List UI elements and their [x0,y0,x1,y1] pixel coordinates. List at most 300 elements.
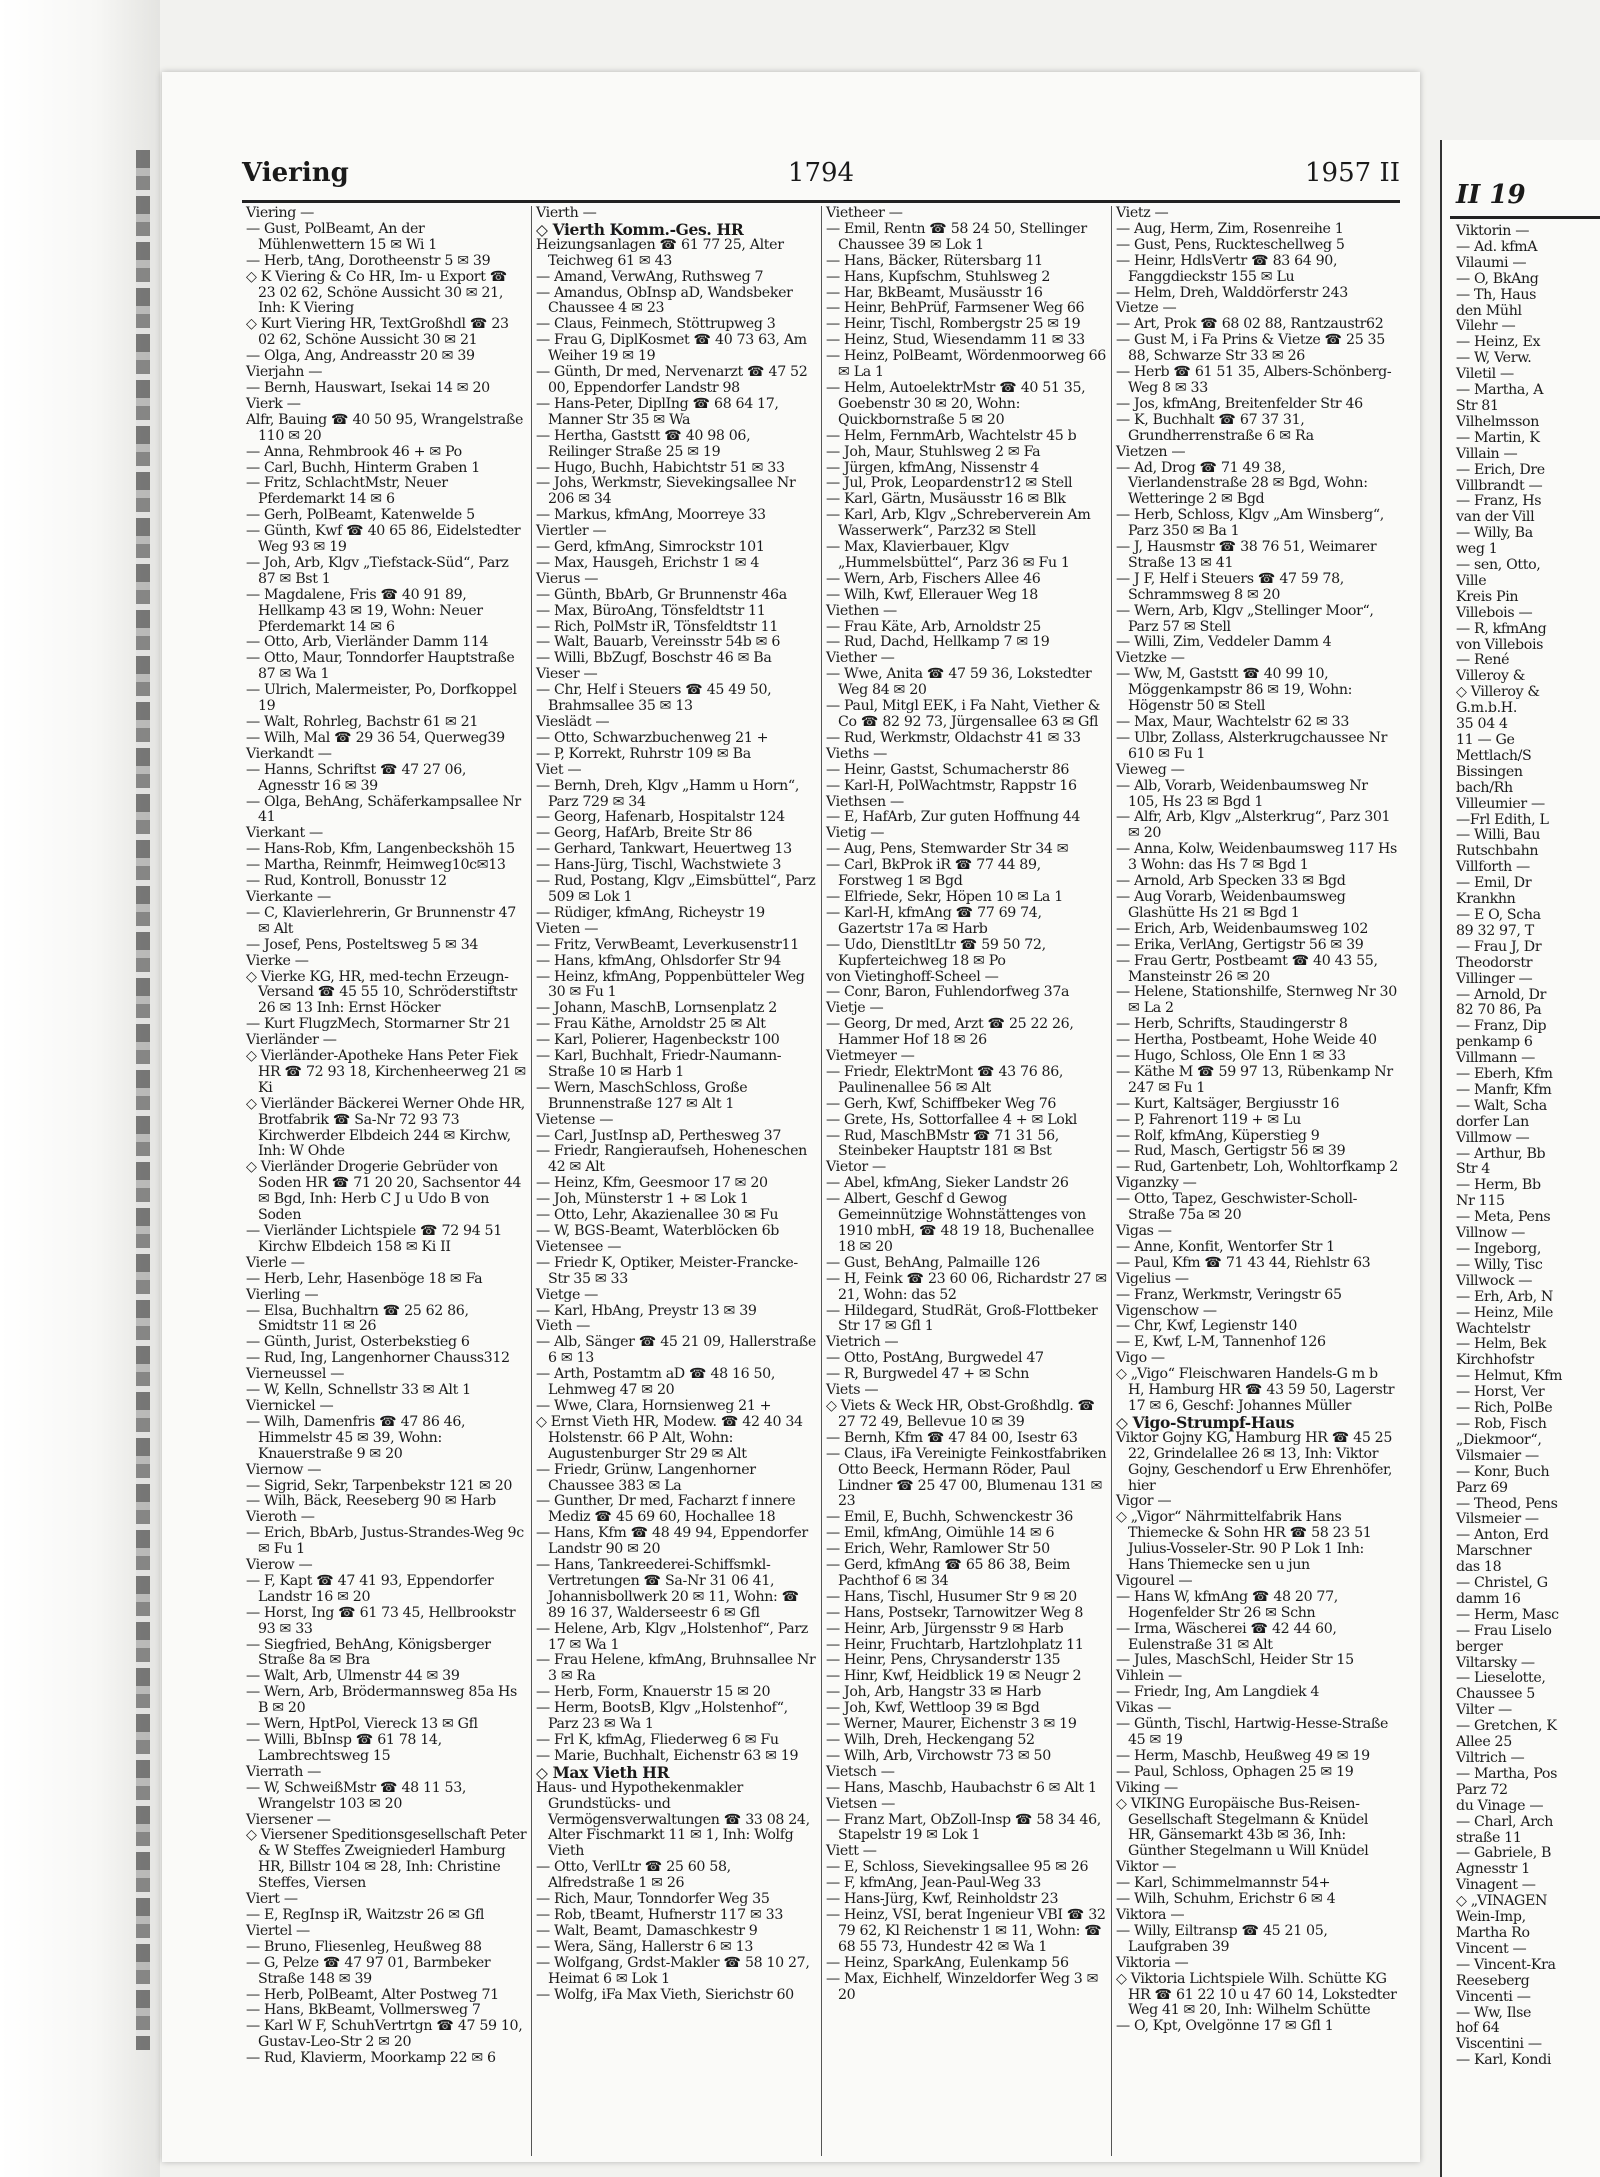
surname-heading: Vierke — [246,952,309,969]
directory-entry: — Fritz, SchlachtMstr, Neuer Pferdemarkt 14 ✉ 6 [246,475,448,508]
next-page-line: Agnesstr 1 [1456,1861,1530,1878]
directory-entry: — G, Pelze ☎ 47 97 01, Barmbeker Straße 148 ✉ 39 [246,1954,491,1987]
directory-entry: — Otto, VerlLtr ☎ 25 60 58, Alfredstraße 1 ✉ 26 [536,1859,731,1892]
next-page-line: — Franz, Hs [1456,493,1542,510]
directory-entry: — W, BGS-Beamt, Waterblöcken 6b [536,1223,780,1239]
next-page-line: du Vinage — [1456,1797,1544,1814]
directory-entry: — Hans, Kfm ☎ 48 49 94, Eppendorfer Landstr 90 ✉ 20 [536,1525,808,1558]
next-page-line: van der Vill [1456,509,1535,526]
directory-entry: — Jul, Prok, Leopardenstr12 ✉ Stell [826,475,1073,492]
directory-entry: — Franz, Werkmstr, Veringstr 65 [1116,1286,1342,1303]
directory-entry: — E, Schloss, Sievekingsallee 95 ✉ 26 [826,1859,1089,1876]
surname-heading: Vierus — [536,570,599,587]
next-page-line: — Franz, Dip [1456,1018,1547,1035]
directory-entry: — Willi, Zim, Veddeler Damm 4 [1116,634,1332,651]
column-1 [242,206,532,2156]
surname-heading: Vietze — [1116,300,1177,317]
next-page-line: Parz 69 [1456,1479,1508,1496]
directory-entry: — Frau Helene, kfmAng, Bruhnsallee Nr 3 ✉ Ra [536,1652,816,1685]
directory-entry: — Gust, Pens, Ruckteschellweg 5 [1116,236,1345,253]
directory-entry: — Wwe, Anita ☎ 47 59 36, Lokstedter Weg 84 ✉ 20 [826,666,1092,699]
surname-heading: Vierjahn — [246,364,323,381]
directory-entry: ◇ K Viering & Co HR, Im- u Export ☎ 23 02 62, Schöne Aussicht 30 ✉ 21, Inh: K Viering [246,268,508,317]
directory-entry: — Wern, MaschSchloss, Große Brunnenstraße 127 ✉ Alt 1 [536,1079,748,1112]
directory-entry: — Rolf, kfmAng, Küperstieg 9 [1116,1127,1320,1144]
directory-entry: — Max, Klavierbauer, Klgv „Hummelsbüttel“, Parz 36 ✉ Fu 1 [826,539,1070,571]
next-page-line: Viletil — [1456,366,1514,383]
surname-heading: Vierle — [246,1254,305,1271]
directory-entry: — Rob, tBeamt, Hufnerstr 117 ✉ 33 [536,1906,784,1923]
next-page-line: Villbrandt — [1456,477,1543,494]
directory-entry: — K, Buchhalt ☎ 67 37 31, Grundherrenstraße 6 ✉ Ra [1116,411,1314,444]
directory-entry: — W, Kelln, Schnellstr 33 ✉ Alt 1 [246,1382,471,1399]
surname-heading: Vietge — [536,1286,599,1303]
directory-entry: — Abel, kfmAng, Sieker Landstr 26 [826,1175,1069,1192]
next-page-line: Villmow — [1456,1129,1530,1146]
next-page-line: — Ww, Ilse [1456,2004,1532,2021]
directory-entry: — Emil, Rentn ☎ 58 24 50, Stellinger Chaussee 39 ✉ Lok 1 [826,220,1087,253]
directory-entry: — Chr, Kwf, Legienstr 140 [1116,1318,1298,1335]
directory-entry: — Wern, Arb, Fischers Allee 46 [826,570,1041,587]
directory-entry: — Erich, Arb, Weidenbaumsweg 102 [1116,920,1369,937]
directory-entry: — Wern, Arb, Brödermannsweg 85a Hs B ✉ 20 [246,1684,517,1717]
directory-entry: — Karl, Schimmelmannstr 54+ [1116,1875,1331,1892]
surname-heading: Vierow — [246,1557,313,1574]
next-page-line: 35 04 4 [1456,716,1508,733]
directory-entry: — Heinz, Stud, Wiesendamm 11 ✉ 33 [826,332,1085,349]
directory-entry: — Elfriede, Sekr, Höpen 10 ✉ La 1 [826,888,1063,905]
next-page-line: Chaussee 5 [1456,1686,1535,1703]
surname-heading: Vigelius — [1116,1270,1189,1287]
directory-entry: — Alb, Vorarb, Weidenbaumsweg Nr 105, Hs 23 ✉ Bgd 1 [1116,777,1368,810]
directory-entry: — Joh, Arb, Klgv „Tiefstack-Süd“, Parz 87 ✉ Bst 1 [246,554,509,587]
directory-entry: — Hans, Tischl, Husumer Str 9 ✉ 20 [826,1588,1077,1605]
next-page-line: — Frau J, Dr [1456,938,1542,955]
directory-entry: — Conr, Baron, Fuhlendorfweg 37a [826,984,1070,1001]
directory-entry: — Heinr, Fruchtarb, Hartzlohplatz 11 [826,1636,1084,1653]
directory-entry: ◇ VIKING Europäische Bus-Reisen-Gesellschaft Stegelmann & Knüdel HR, Gänsemarkt 43b ✉ 36, Inh: Günther Stegelmann u Will Knüdel [1116,1795,1369,1860]
directory-entry: — Gerh, Kwf, Schiffbeker Weg 76 [826,1095,1057,1112]
directory-entry: — Günth, Dr med, Nervenarzt ☎ 47 52 00, Eppendorfer Landstr 98 [536,364,808,396]
directory-entry: — Friedr, ElektrMont ☎ 43 76 86, Paulinenallee 56 ✉ Alt [826,1063,1064,1096]
surname-heading: Vietensee — [536,1238,622,1255]
directory-entry: ◇ Viets & Weck HR, Obst-Großhdlg. ☎ 27 72 49, Bellevue 10 ✉ 39 [826,1397,1095,1430]
next-page-line: Kreis Pin [1456,588,1519,605]
surname-heading: Viktora — [1116,1906,1185,1923]
directory-entry: — Rich, PolMstr iR, Tönsfeldtstr 11 [536,618,779,635]
directory-entry: — Rud, Masch, Gertigstr 56 ✉ 39 [1116,1143,1346,1160]
directory-entry: — Karl, Polierer, Hagenbeckstr 100 [536,1032,780,1049]
surname-heading: Vierrath — [246,1763,321,1780]
surname-heading: Vietje — [826,1000,884,1017]
directory-entry: — F, kfmAng, Jean-Paul-Weg 33 [826,1875,1041,1892]
directory-entry: ◇ Viktoria Lichtspiele Wilh. Schütte KG HR ☎ 61 22 10 u 47 60 14, Lokstedter Weg 41 ✉ 20, Inh: Wilhelm Schütte [1116,1970,1397,2019]
directory-entry: — Helm, FernmArb, Wachtelstr 45 b [826,427,1077,444]
next-page-line: — Heinz, Mile [1456,1304,1554,1321]
next-page-line: 11 — Ge [1456,732,1515,748]
directory-entry: — Har, BkBeamt, Musäusstr 16 [826,284,1043,301]
directory-entry: — Otto, Tapez, Geschwister-Scholl-Straße 75a ✉ 20 [1116,1191,1358,1224]
directory-entry: — Paul, Mitgl EEK, i Fa Naht, Viether & Co ☎ 82 92 73, Jürgensallee 63 ✉ Gfl [826,698,1101,730]
surname-heading: von Vietinghoff-Scheel — [826,968,999,985]
directory-entry: — Erich, BbArb, Justus-Strandes-Weg 9c ✉ Fu 1 [246,1525,524,1558]
directory-entry: — Heinz, SparkAng, Eulenkamp 56 [826,1954,1069,1971]
next-page-line: — Lieselotte, [1456,1670,1546,1687]
directory-entry: — Claus, iFa Vereinigte Feinkostfabriken Otto Beeck, Hermann Röder, Paul Lindner ☎ 25 47 00, Blumenau 131 ✉ 23 [826,1445,1107,1510]
directory-entry: — Frau G, DiplKosmet ☎ 40 73 63, Am Weiher 19 ✉ 19 [536,332,807,365]
next-page-line: — Gretchen, K [1456,1718,1557,1735]
next-page-line: — Christel, G [1456,1575,1548,1592]
directory-entry: — Martha, Reinmfr, Heimweg10c✉13 [246,857,506,874]
next-page-line: — Theod, Pens [1456,1495,1558,1512]
directory-entry: — Rud, Kontroll, Bonusstr 12 [246,873,447,890]
next-page-line: — Helm, Bek [1456,1336,1547,1353]
next-page-line: — Ingeborg, [1456,1241,1542,1257]
next-page-line: Villeumier — [1456,795,1545,812]
directory-entry: — Max, BüroAng, Tönsfeldtstr 11 [536,602,766,619]
directory-entry: ◇ Vierländer-Apotheke Hans Peter Fiek HR ☎ 72 93 18, Kirchenheerweg 21 ✉ Ki [246,1048,526,1096]
directory-entry: — Jürgen, kfmAng, Nissenstr 4 [826,459,1039,476]
directory-entry: — Günth, BbArb, Gr Brunnenstr 46a [536,586,787,603]
next-page-line: Mettlach/S [1456,747,1532,764]
directory-entry: — Amand, VerwAng, Ruthsweg 7 [536,268,764,285]
directory-entry: — Heinz, PolBeamt, Wördenmoorweg 66 ✉ La 1 [826,348,1106,381]
directory-entry: — Rud, Klavierm, Moorkamp 22 ✉ 6 [246,2050,496,2067]
directory-entry: — Hans-Rob, Kfm, Langenbeckshöh 15 [246,841,515,858]
directory-entry: — Rud, Postang, Klgv „Eimsbüttel“, Parz 509 ✉ Lok 1 [536,873,816,905]
next-page-line: — Gabriele, B [1456,1845,1552,1862]
directory-entry: — Hertha, Gaststt ☎ 40 98 06, Reilinger Straße 25 ✉ 19 [536,427,751,460]
directory-entry: — F, Kapt ☎ 47 41 93, Eppendorfer Landstr 16 ✉ 20 [246,1572,494,1605]
directory-entry: — Vierländer Lichtspiele ☎ 72 94 51 Kirchw Elbdeich 158 ✉ Ki II [246,1223,502,1255]
next-page-line: Viltrich — [1456,1750,1525,1766]
surname-heading: Vietzen — [1116,443,1186,460]
next-page-column [1456,224,1600,2069]
directory-entry: — Carl, BkProk iR ☎ 77 44 89, Forstweg 1 ✉ Bgd [826,857,1041,890]
next-page-line: — Martin, K [1456,429,1540,446]
directory-entry: — Friedr, Grünw, Langenhorner Chaussee 383 ✉ La [536,1461,756,1494]
next-page-line: straße 11 [1456,1829,1522,1846]
directory-entry: — Chr, Helf i Steuers ☎ 45 49 50, Brahmsallee 35 ✉ 13 [536,682,772,715]
next-page-line: — Erich, Dre [1456,461,1545,478]
directory-entry: — Paul, Schloss, Ophagen 25 ✉ 19 [1116,1763,1354,1780]
next-page-line: Rutschbahn [1456,843,1539,860]
directory-entry: — Heinr, HdlsVertr ☎ 83 64 90, Fanggdieckstr 155 ✉ Lu [1116,252,1338,285]
directory-entry: — Günth, Tischl, Hartwig-Hesse-Straße 45 ✉ 19 [1116,1716,1389,1748]
directory-entry: — Rud, Gartenbetr, Loh, Wohltorfkamp 2 [1116,1159,1398,1176]
next-page-line: Villmann — [1456,1050,1535,1067]
directory-entry: — Heinz, Kfm, Geesmoor 17 ✉ 20 [536,1175,768,1192]
surname-heading: Vieser — [536,666,598,683]
directory-entry: — Hinr, Kwf, Heidblick 19 ✉ Neugr 2 [826,1668,1082,1685]
next-page-line: — Arthur, Bb [1456,1145,1546,1162]
directory-entry: — Max, Eichhelf, Winzeldorfer Weg 3 ✉ 20 [826,1970,1099,2003]
directory-entry: — Hugo, Buchh, Habichtstr 51 ✉ 33 [536,459,785,476]
directory-entry: — Aug, Pens, Stemwarder Str 34 ✉ [826,841,1069,858]
directory-entry: ◇ Kurt Viering HR, TextGroßhdl ☎ 23 02 62, Schöne Aussicht 30 ✉ 21 [246,316,509,349]
directory-entry: ◇ Vierke KG, HR, med-techn Erzeugn-Versand ☎ 45 55 10, Schröderstiftstr 26 ✉ 13 Inh: Ernst Höcker [246,968,517,1017]
surname-heading: Viktoria — [1116,1954,1189,1971]
directory-entry: — Walt, Arb, Ulmenstr 44 ✉ 39 [246,1668,460,1685]
directory-entry: — J, Hausmstr ☎ 38 76 51, Weimarer Straße 13 ✉ 41 [1116,539,1377,571]
surname-heading: Vigas — [1116,1223,1172,1239]
directory-entry: — Georg, Dr med, Arzt ☎ 25 22 26, Hammer Hof 18 ✉ 26 [826,1016,1074,1049]
directory-entry: — Frau Käte, Arb, Arnoldstr 25 [826,618,1041,635]
directory-entry: — Günth, Jurist, Osterbekstieg 6 [246,1334,470,1351]
directory-entry: — Joh, Arb, Hangstr 33 ✉ Harb [826,1684,1042,1701]
directory-entry: — Hans, BkBeamt, Vollmersweg 7 [246,2002,481,2019]
next-page-line: Kirchhofstr [1456,1352,1534,1369]
directory-entry: — Ulbr, Zollass, Alsterkrugchaussee Nr 610 ✉ Fu 1 [1116,729,1388,762]
directory-entry: — Hanns, Schriftst ☎ 47 27 06, Agnesstr 16 ✉ 39 [246,761,467,794]
surname-heading: Vieth — [536,1318,591,1335]
directory-entry: — Claus, Feinmech, Stöttrupweg 3 [536,316,776,333]
directory-entry: — Erich, Wehr, Ramlower Str 50 [826,1541,1050,1558]
directory-entry: — Friedr, Ing, Am Langdiek 4 [1116,1684,1320,1701]
directory-entry: — Wwe, Clara, Hornsienweg 21 + [536,1397,772,1414]
directory-entry: — Herb, PolBeamt, Alter Postweg 71 [246,1986,499,2003]
next-page-line: —Frl Edith, L [1456,811,1549,828]
surname-heading: Viganzky — [1116,1175,1197,1192]
next-page-line: — Charl, Arch [1456,1813,1554,1830]
directory-entry: — Josef, Pens, Posteltsweg 5 ✉ 34 [246,936,479,953]
next-page-line: — Rich, PolBe [1456,1400,1553,1417]
next-page-line: — Anton, Erd [1456,1527,1549,1544]
directory-entry: — Elsa, Buchhaltrn ☎ 25 62 86, Smidtstr 11 ✉ 26 [246,1302,469,1335]
directory-entry: — Paul, Kfm ☎ 71 43 44, Riehlstr 63 [1116,1254,1371,1271]
next-page-line: Villnow — [1456,1225,1525,1242]
directory-entry: — Emil, kfmAng, Oimühle 14 ✉ 6 [826,1525,1055,1542]
next-page-line: — Rob, Fisch [1456,1415,1547,1432]
directory-entry: ◇ Max Vieth HR [536,1762,670,1782]
next-page-line: Villwock — [1456,1272,1533,1289]
year-part: 1957 II [1305,158,1400,188]
directory-entry: — Heinr, Arb, Jürgensstr 9 ✉ Harb [826,1620,1064,1637]
page-number: 1794 [787,158,855,188]
column-4 [1112,206,1402,2156]
next-page-line: — Th, Haus [1456,286,1537,303]
directory-entry: — Herb, Schrifts, Staudingerstr 8 [1116,1016,1348,1033]
directory-entry: — Bernh, Dreh, Klgv „Hamm u Horn“, Parz 729 ✉ 34 [536,777,799,810]
directory-entry: — Karl, HbAng, Preystr 13 ✉ 39 [536,1302,757,1319]
directory-entry: — Käthe M ☎ 59 97 13, Rübenkamp Nr 247 ✉ Fu 1 [1116,1063,1393,1096]
directory-entry: — Olga, BehAng, Schäferkampsallee Nr 41 [246,793,521,826]
surname-heading: Vietrich — [826,1334,899,1351]
next-page-line: Viltarsky — [1456,1654,1535,1671]
next-page-line: Vilehr — [1456,318,1516,335]
directory-entry: — Heinr, Tischl, Rombergstr 25 ✉ 19 [826,316,1081,333]
directory-entry: — Rud, Ing, Langenhorner Chauss312 [246,1350,510,1367]
next-page-line: Villain — [1456,445,1518,462]
directory-entry: — E, RegInsp iR, Waitzstr 26 ✉ Gfl [246,1906,485,1923]
surname-heading: Vierkant — [246,825,323,842]
next-page-line: — W, Verw. [1456,350,1532,367]
surname-heading: Viertel — [246,1922,310,1939]
directory-entry: — Karl, Gärtn, Musäusstr 16 ✉ Blk [826,491,1066,508]
directory-entry: — Heinr, Pens, Chrysanderstr 135 [826,1652,1061,1669]
binding-edge [136,150,150,2050]
next-page-line: — O, BkAng [1456,270,1539,287]
next-page-line: — Eberh, Kfm [1456,1066,1553,1083]
directory-entry: — Udo, DienstltLtr ☎ 59 50 72, Kupferteichweg 18 ✉ Po [826,936,1046,969]
page-header [242,158,1400,192]
directory-entry: — Willi, BbZugf, Boschstr 46 ✉ Ba [536,650,772,667]
directory-entry: — Gust, PolBeamt, An der Mühlenwettern 15 ✉ Wi 1 [246,220,437,253]
next-page-line: Vinagent — [1456,1877,1536,1894]
directory-entry: Viktor Gojny KG, Hamburg HR ☎ 45 25 22, Grindelallee 26 ✉ 13, Inh: Viktor Gojny, Geschendorf u Erw Ehrenhöfer, hier [1116,1429,1393,1494]
next-page-line: — Heinz, Ex [1456,334,1541,351]
surname-heading: Viering — [246,206,315,221]
next-page-line: — R, kfmAng [1456,620,1547,637]
directory-entry: — Gerd, kfmAng ☎ 65 86 38, Beim Pachthof 6 ✉ 34 [826,1557,1070,1589]
directory-entry: — R, Burgwedel 47 + ✉ Schn [826,1366,1030,1383]
surname-heading: Viertler — [536,523,607,540]
directory-entry: — Georg, HafArb, Breite Str 86 [536,825,753,842]
directory-entry: — Frl K, kfmAg, Fliederweg 6 ✉ Fu [536,1732,779,1748]
directory-entry: — Walt, Bauarb, Vereinsstr 54b ✉ 6 [536,634,781,651]
next-page-line: weg 1 [1456,541,1498,558]
next-page-line: — E O, Scha [1456,906,1541,923]
directory-entry: — Gerh, PolBeamt, Katenwelde 5 [246,507,475,524]
directory-entry: — Art, Prok ☎ 68 02 88, Rantzaustr62 [1116,316,1384,333]
directory-entry: ◇ „Vigo“ Fleischwaren Handels-G m b H, Hamburg HR ☎ 43 59 50, Lagerstr 17 ✉ 6, Geschf: Johannes Müller [1116,1366,1395,1414]
next-page-line: Str 81 [1456,397,1499,414]
directory-entry: — Gust, BehAng, Palmaille 126 [826,1254,1040,1271]
directory-entry: ◇ Vierth Komm.-Ges. HR [536,219,744,239]
surname-heading: Vietsch — [826,1763,895,1780]
surname-heading: Viet — [536,761,582,778]
directory-entry: — Werner, Maurer, Eichenstr 3 ✉ 19 [826,1716,1077,1733]
directory-entry: — Rüdiger, kfmAng, Richeystr 19 [536,904,765,921]
directory-entry: — Marie, Buchhalt, Eichenstr 63 ✉ 19 [536,1747,799,1764]
surname-heading: Vietzke — [1116,650,1185,667]
directory-entry: — Gerd, kfmAng, Simrockstr 101 [536,539,765,556]
column-3 [822,206,1112,2156]
directory-entry: — Herm, BootsB, Klgv „Holstenhof“, Parz 23 ✉ Wa 1 [536,1700,788,1733]
directory-entry: — Hans, kfmAng, Ohlsdorfer Str 94 [536,952,781,969]
next-page-line: Wachtelstr [1456,1320,1530,1337]
surname-heading: Vierling — [246,1286,319,1303]
surname-heading: Vigor — [1116,1493,1172,1510]
next-page-line: „Diekmoor“, [1456,1431,1542,1448]
directory-entry: — Herb, Schloss, Klgv „Am Winsberg“, Parz 350 ✉ Ba 1 [1116,507,1384,540]
next-page-line: Villinger — [1456,970,1533,987]
next-page-line: Villforth — [1456,859,1530,876]
directory-entry: — P, Korrekt, Ruhrstr 109 ✉ Ba [536,745,751,762]
directory-entry: — Jos, kfmAng, Breitenfelder Str 46 [1116,395,1363,412]
next-page-line: — Ad. kfmA [1456,238,1538,255]
directory-entry: — Frau Gertr, Postbeamt ☎ 40 43 55, Mansteinstr 26 ✉ 20 [1116,952,1378,985]
next-page-line: G.m.b.H. [1456,700,1517,717]
directory-entry: — Bernh, Kfm ☎ 47 84 00, Isestr 63 [826,1429,1078,1446]
directory-entry: — Heinr, Gastst, Schumacherstr 86 [826,761,1070,778]
next-page-line: Vilhelmsson [1456,413,1539,430]
directory-entry: — Kurt FlugzMech, Stormarner Str 21 [246,1016,511,1033]
next-page-line: hof 64 [1456,2020,1500,2037]
next-page-line: Vincent — [1456,1940,1527,1957]
surname-heading: Vierländer — [246,1032,337,1049]
next-page-line: — Konr, Buch [1456,1463,1550,1480]
directory-entry: — Wilh, Arb, Virchowstr 73 ✉ 50 [826,1747,1051,1764]
directory-entry: — Markus, kfmAng, Moorreye 33 [536,507,766,524]
directory-entry: — Gerhard, Tankwart, Heuertweg 13 [536,841,792,858]
next-page-edge [1440,140,1600,2177]
next-page-line: ◇ „VINAGEN [1456,1893,1548,1910]
surname-heading: Vietsen — [826,1795,895,1812]
surname-heading: Vihlein — [1116,1668,1182,1685]
directory-entry: — Arth, Postamtm aD ☎ 48 16 50, Lehmweg 47 ✉ 20 [536,1366,776,1399]
directory-entry: — Max, Maur, Wachtelstr 62 ✉ 33 [1116,714,1350,730]
directory-entry: — Rud, Dachd, Hellkamp 7 ✉ 19 [826,634,1050,651]
next-page-line: Martha Ro [1456,1924,1530,1941]
next-page-line: Bissingen [1456,763,1523,780]
directory-entry: — Joh, Maur, Stuhlsweg 2 ✉ Fa [826,443,1041,460]
directory-entry: — Johann, MaschB, Lornsenplatz 2 [536,1000,777,1017]
directory-entry: — Karl, Buchhalt, Friedr-Naumann-Straße 10 ✉ Harb 1 [536,1048,782,1080]
next-page-line: — Martha, Pos [1456,1765,1558,1782]
next-page-line: 82 70 86, Pa [1456,1002,1542,1019]
directory-entry: — Otto, Lehr, Akazienallee 30 ✉ Fu [536,1207,779,1224]
surname-heading: Vierk — [246,395,301,412]
next-page-header: II 19 [1456,180,1526,210]
directory-entry: — Hans, Bäcker, Rütersbarg 11 [826,252,1043,269]
directory-entry: — Karl-H, kfmAng ☎ 77 69 74, Gazertstr 17a ✉ Harb [826,904,1042,937]
surname-heading: Vietmeyer — [826,1048,915,1065]
next-page-line: — Willi, Bau [1456,827,1541,844]
next-page-line: Viktorin — [1456,223,1530,239]
surname-heading: Viersener — [246,1811,331,1828]
directory-entry: — Otto, PostAng, Burgwedel 47 [826,1350,1044,1367]
next-page-line: Vilaumi — [1456,254,1527,271]
directory-entry: — Johs, Werkmstr, Sievekingsallee Nr 206 ✉ 34 [536,475,796,508]
directory-entry: — Erika, VerlAng, Gertigstr 56 ✉ 39 [1116,936,1364,953]
directory-entry: — Joh, Münsterstr 1 + ✉ Lok 1 [536,1191,749,1208]
directory-entry: — Ww, M, Gaststt ☎ 40 99 10, Möggenkampstr 86 ✉ 19, Wohn: Högenstr 50 ✉ Stell [1116,666,1353,715]
directory-entry: — Hans, Maschb, Haubachstr 6 ✉ Alt 1 [826,1779,1097,1796]
directory-entry: — Heinz, VSI, berat Ingenieur VBI ☎ 32 79 62, Kl Reichenstr 1 ✉ 11, Wohn: ☎ 68 55 73, Hundestr 42 ✉ Wa 1 [826,1906,1106,1955]
next-page-line: Vilsmeier — [1456,1511,1539,1528]
directory-entry: — Wern, HptPol, Viereck 13 ✉ Gfl [246,1716,478,1733]
directory-entry: ◇ Vierländer Drogerie Gebrüder von Soden HR ☎ 71 20 20, Sachsentor 44 ✉ Bgd, Inh: Herb C J u Udo B von Soden [246,1159,522,1224]
directory-entry: — Aug, Herm, Zim, Rosenreihe 1 [1116,220,1344,237]
directory-entry: Alfr, Bauing ☎ 40 50 95, Wrangelstraße 110 ✉ 20 [246,411,524,444]
surname-heading: Vierkante — [246,888,331,905]
next-page-line: berger [1456,1638,1503,1655]
directory-entry: — Wilh, Damenfris ☎ 47 86 46, Himmelstr 45 ✉ 39, Wohn: Knauerstraße 9 ✉ 20 [246,1413,466,1462]
directory-entry: — Alb, Sänger ☎ 45 21 09, Hallerstraße 6 ✉ 13 [536,1334,816,1367]
directory-entry: — Hugo, Schloss, Ole Enn 1 ✉ 33 [1116,1048,1346,1065]
next-page-line: — Willy, Tisc [1456,1256,1543,1273]
next-page-line: — Manfr, Kfm [1456,1081,1552,1098]
directory-entry: — Carl, Buchh, Hinterm Graben 1 [246,459,480,476]
directory-entry: — Herb, tAng, Dorotheenstr 5 ✉ 39 [246,252,491,269]
surname-heading: Viether — [826,650,895,667]
next-page-line: das 18 [1456,1559,1502,1576]
next-page-line: damm 16 [1456,1590,1521,1607]
directory-entry: — Karl W F, SchuhVertrtgn ☎ 47 59 10, Gustav-Leo-Str 2 ✉ 20 [246,2018,523,2051]
directory-entry: Haus- und Hypothekenmakler Grundstücks- und Vermögensverwaltungen ☎ 33 08 24, Alter Fischmarkt 11 ✉ 1, Inh: Wolfg Vieth [536,1779,810,1860]
next-page-line: penkamp 6 [1456,1034,1533,1051]
surname-heading: Vieroth — [246,1509,315,1526]
next-page-line: Viscentini — [1456,2036,1542,2053]
directory-page [162,72,1420,2162]
directory-entry: ◇ Ernst Vieth HR, Modew. ☎ 42 40 34 Holstenstr. 66 P Alt, Wohn: Augustenburger Str 29 ✉ Alt [536,1413,803,1462]
next-page-line: Vilter — [1456,1702,1512,1719]
directory-entry: — Rud, MaschBMstr ☎ 71 31 56, Steinbeker Hauptstr 181 ✉ Bst [826,1127,1059,1160]
next-page-rule [1450,216,1600,219]
directory-entry: — Wolfgang, Grdst-Makler ☎ 58 10 27, Heimat 6 ✉ Lok 1 [536,1954,810,1987]
surname-heading: Vierneussel — [246,1366,345,1383]
